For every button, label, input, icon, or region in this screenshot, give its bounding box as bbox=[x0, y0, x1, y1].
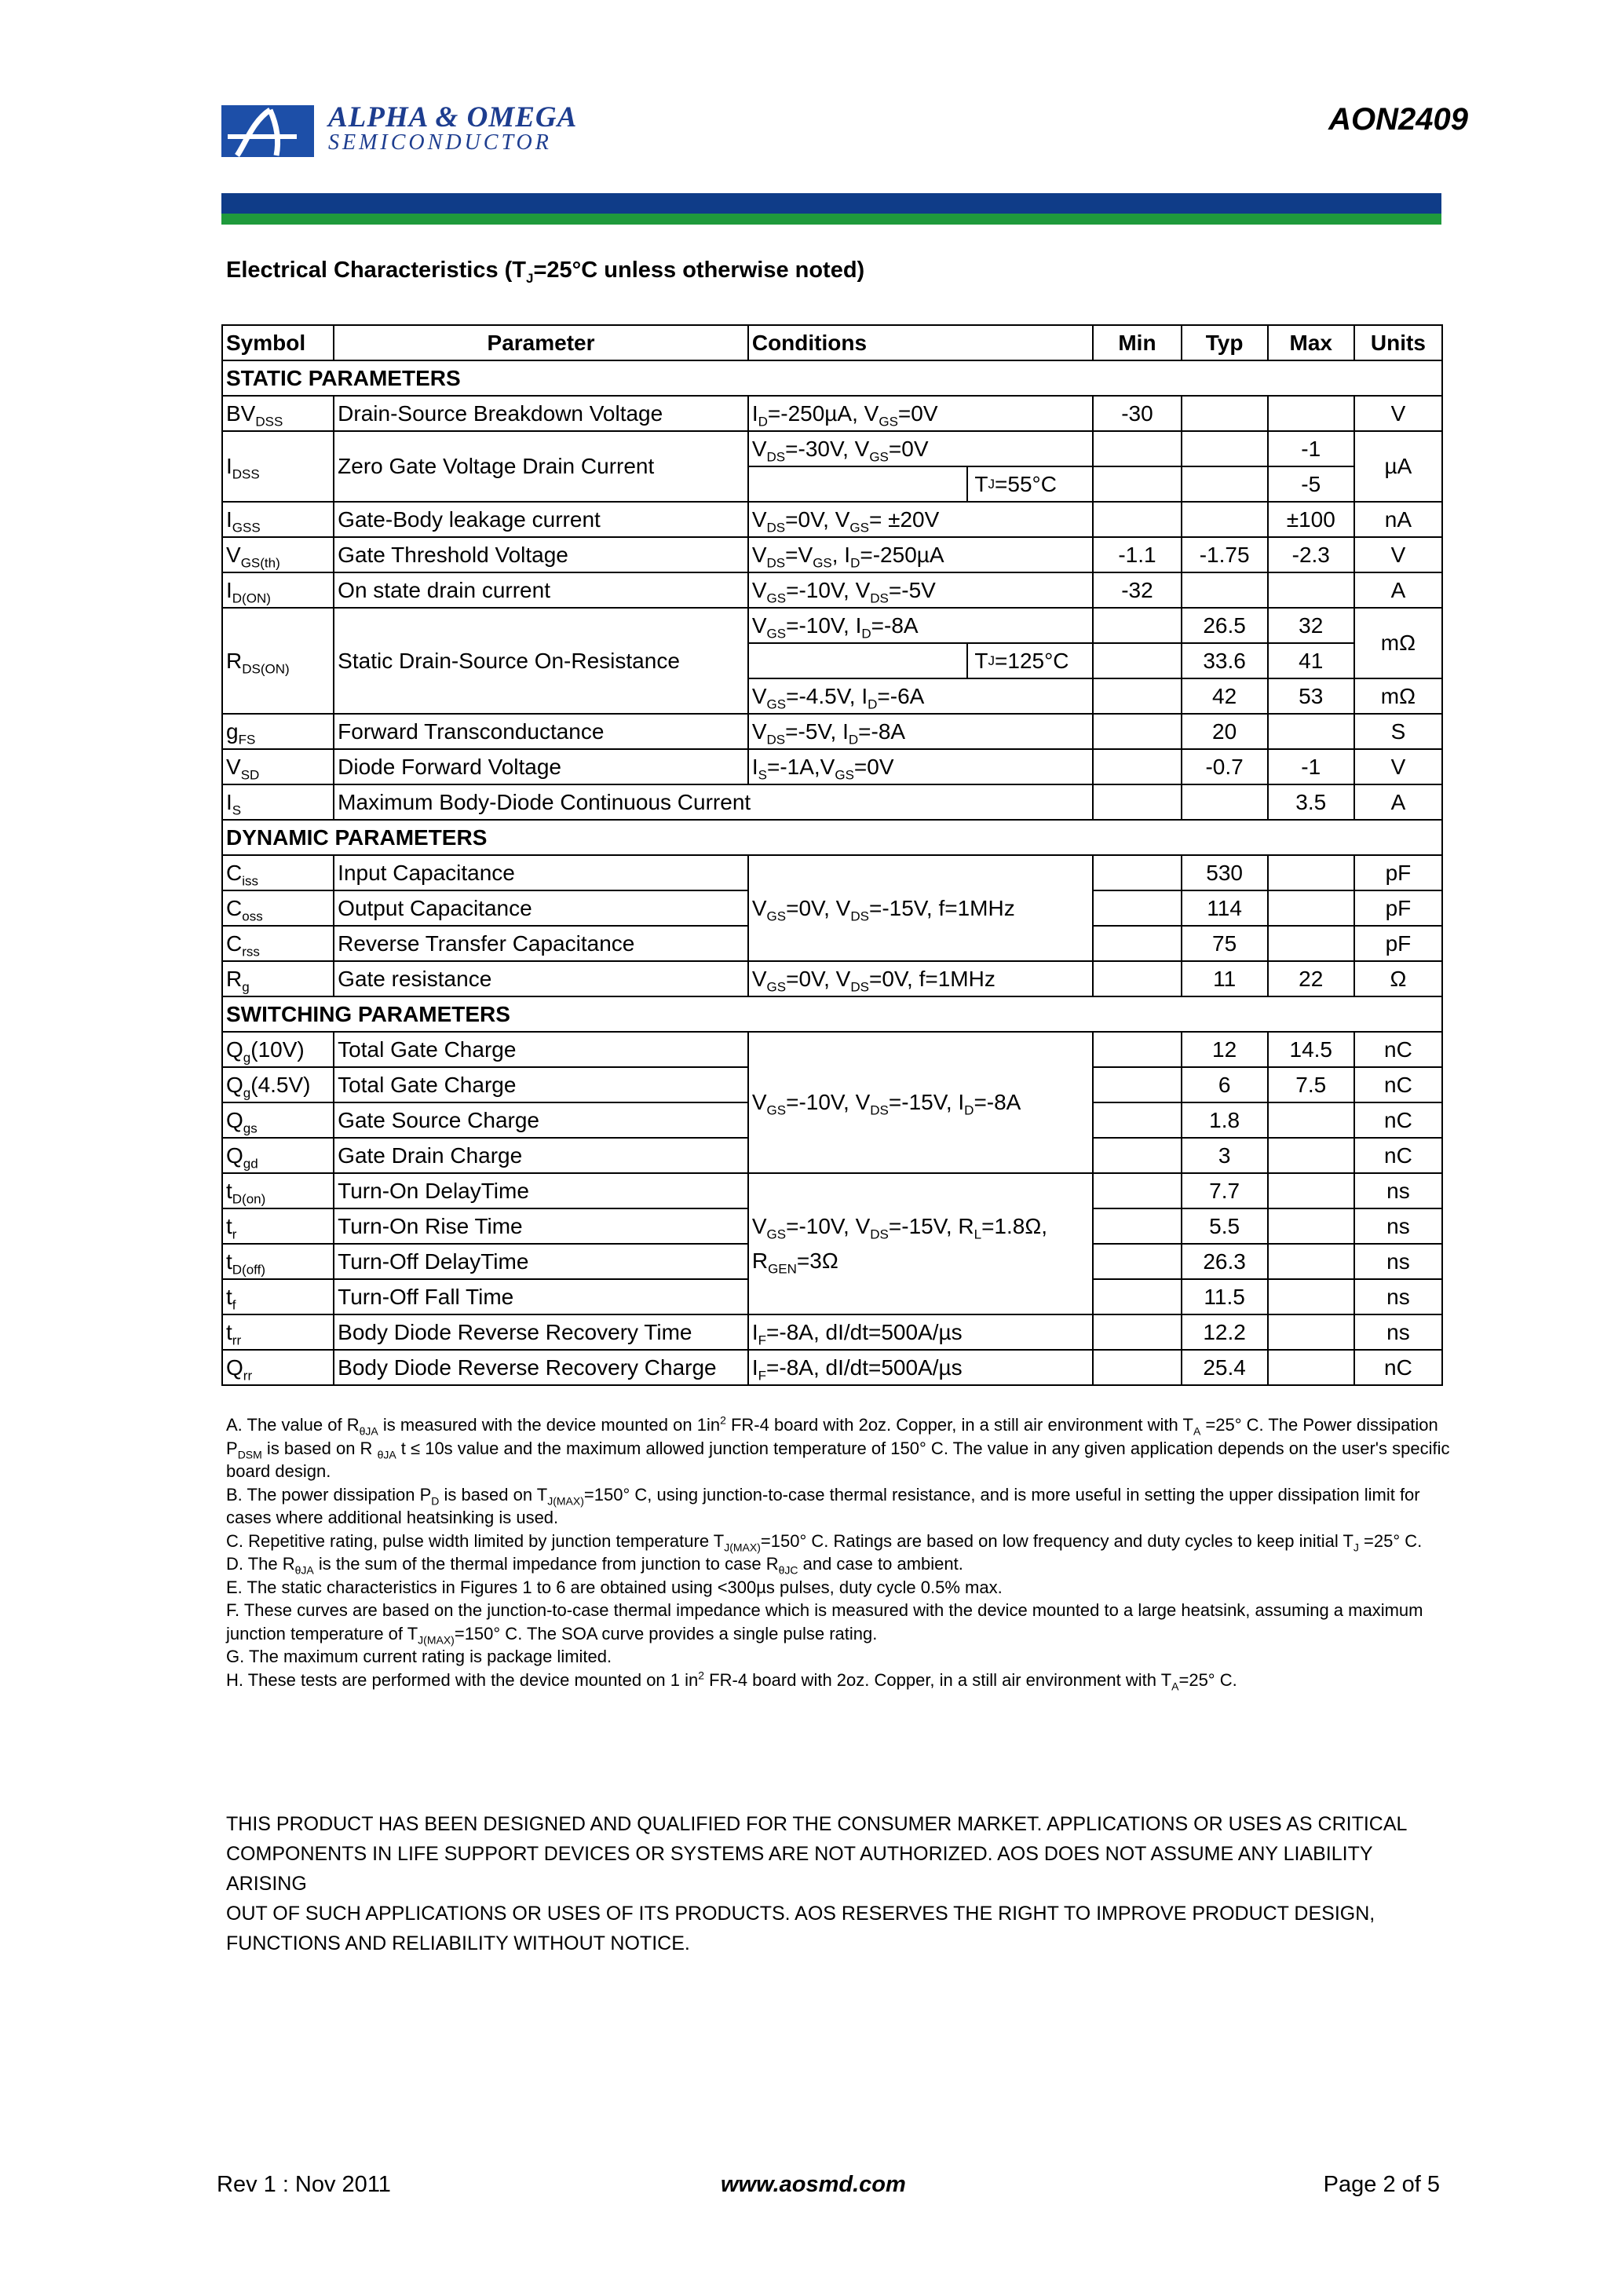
parameter-cell: Body Diode Reverse Recovery Time bbox=[334, 1314, 748, 1350]
units-cell: nC bbox=[1354, 1138, 1442, 1173]
table-row bbox=[222, 1314, 1442, 1350]
units-cell: V bbox=[1354, 537, 1442, 572]
parameter-cell: Turn-On Rise Time bbox=[334, 1208, 748, 1244]
min-cell bbox=[1093, 749, 1181, 784]
typ-cell: 6 bbox=[1182, 1067, 1268, 1102]
footer-website-link[interactable]: www.aosmd.com bbox=[721, 2172, 906, 2197]
units-cell: Ω bbox=[1354, 961, 1442, 996]
footnotes bbox=[226, 1413, 1451, 1691]
typ-cell bbox=[1182, 784, 1268, 820]
footnote: F. These curves are based on the junction-to-case thermal impedance which is measured with the device mounted to a large heatsink, assuming a maximum junction temperature of $T_{J(MAX)}=150^\circ$ C. The SOA curve provides a single pulse rating. bbox=[226, 1600, 1423, 1646]
typ-cell: 11 bbox=[1182, 961, 1268, 996]
conditions-cell: $I_F=-8A$, dI/dt=500A/µs bbox=[748, 1350, 1094, 1385]
company-logo bbox=[221, 101, 606, 179]
typ-cell: 114 bbox=[1182, 890, 1268, 926]
symbol-cell: $R_g$ bbox=[222, 961, 334, 996]
max-cell: 3.5 bbox=[1268, 784, 1354, 820]
typ-cell bbox=[1182, 431, 1268, 466]
max-cell: 22 bbox=[1268, 961, 1354, 996]
parameter-cell: Turn-Off DelayTime bbox=[334, 1244, 748, 1279]
parameter-cell: Reverse Transfer Capacitance bbox=[334, 926, 748, 961]
table-row bbox=[222, 1173, 1442, 1208]
conditions-cell: T J =55°C bbox=[748, 466, 1094, 502]
conditions-cell: T J =125°C bbox=[748, 643, 1094, 678]
electrical-characteristics-table bbox=[221, 324, 1443, 1386]
min-cell bbox=[1093, 1279, 1181, 1314]
max-cell bbox=[1268, 714, 1354, 749]
disclaimer bbox=[226, 1809, 1451, 1958]
min-cell bbox=[1093, 1032, 1181, 1067]
disclaimer-line: FUNCTIONS AND RELIABILITY WITHOUT NOTICE. bbox=[226, 1932, 690, 1954]
units-cell: nC bbox=[1354, 1032, 1442, 1067]
units-cell: S bbox=[1354, 714, 1442, 749]
max-cell bbox=[1268, 855, 1354, 890]
typ-cell: 75 bbox=[1182, 926, 1268, 961]
units-cell: ns bbox=[1354, 1173, 1442, 1208]
symbol-cell: $g_{FS}$ bbox=[222, 714, 334, 749]
disclaimer-line: THIS PRODUCT HAS BEEN DESIGNED AND QUALIFIED FOR THE CONSUMER MARKET. APPLICATIONS OR USES AS CRITICAL bbox=[226, 1813, 1408, 1835]
symbol-cell: $t_{rr}$ bbox=[222, 1314, 334, 1350]
parameter-cell: Diode Forward Voltage bbox=[334, 749, 748, 784]
min-cell bbox=[1093, 890, 1181, 926]
symbol-cell: $I_{GSS}$ bbox=[222, 502, 334, 537]
min-cell bbox=[1093, 1350, 1181, 1385]
min-cell bbox=[1093, 714, 1181, 749]
symbol-cell: $V_{GS(th)}$ bbox=[222, 537, 334, 572]
col-header: Min bbox=[1093, 325, 1181, 360]
min-cell bbox=[1093, 1314, 1181, 1350]
disclaimer-line: COMPONENTS IN LIFE SUPPORT DEVICES OR SYSTEMS ARE NOT AUTHORIZED. AOS DOES NOT ASSUME ANY LIABILITY ARISING bbox=[226, 1843, 1373, 1895]
min-cell bbox=[1093, 1208, 1181, 1244]
max-cell bbox=[1268, 1138, 1354, 1173]
symbol-cell: $Q_{rr}$ bbox=[222, 1350, 334, 1385]
typ-cell: 42 bbox=[1182, 678, 1268, 714]
footnote: H. These tests are performed with the device mounted on 1 $in^2$ FR-4 board with 2oz. Copper, in a still air environment with $T_A=25^\circ$ C. bbox=[226, 1669, 1237, 1692]
max-cell bbox=[1268, 890, 1354, 926]
symbol-cell: $t_f$ bbox=[222, 1279, 334, 1314]
units-cell: ns bbox=[1354, 1314, 1442, 1350]
parameter-cell: Gate Drain Charge bbox=[334, 1138, 748, 1173]
footnote: G. The maximum current rating is package limited. bbox=[226, 1647, 612, 1666]
parameter-cell: Gate resistance bbox=[334, 961, 748, 996]
min-cell bbox=[1093, 1067, 1181, 1102]
max-cell: 32 bbox=[1268, 608, 1354, 643]
max-cell: -1 bbox=[1268, 749, 1354, 784]
header-band-blue bbox=[221, 193, 1441, 214]
min-cell bbox=[1093, 431, 1181, 466]
typ-cell: 11.5 bbox=[1182, 1279, 1268, 1314]
max-cell bbox=[1268, 1244, 1354, 1279]
typ-cell: 1.8 bbox=[1182, 1102, 1268, 1138]
conditions-cell: $V_{GS}=-10V$, $V_{DS}=-15V$, $I_D=-8A$ bbox=[748, 1032, 1094, 1173]
min-cell bbox=[1093, 502, 1181, 537]
parameter-cell: Forward Transconductance bbox=[334, 714, 748, 749]
typ-cell: 12.2 bbox=[1182, 1314, 1268, 1350]
section-label: DYNAMIC PARAMETERS bbox=[222, 820, 1442, 855]
section-title: Electrical Characteristics ($T_J=25^\circ C$ unless otherwise noted) bbox=[226, 258, 865, 286]
symbol-cell: $I_{DSS}$ bbox=[222, 431, 334, 502]
units-cell: nC bbox=[1354, 1350, 1442, 1385]
units-cell: pF bbox=[1354, 890, 1442, 926]
units-cell: pF bbox=[1354, 855, 1442, 890]
max-cell bbox=[1268, 926, 1354, 961]
parameter-cell: Total Gate Charge bbox=[334, 1067, 748, 1102]
parameter-cell: Total Gate Charge bbox=[334, 1032, 748, 1067]
min-cell bbox=[1093, 926, 1181, 961]
units-cell: pF bbox=[1354, 926, 1442, 961]
max-cell: 14.5 bbox=[1268, 1032, 1354, 1067]
max-cell: -1 bbox=[1268, 431, 1354, 466]
col-header: Symbol bbox=[222, 325, 334, 360]
part-number: AON2409 bbox=[1328, 102, 1468, 137]
units-cell: A bbox=[1354, 572, 1442, 608]
min-cell bbox=[1093, 784, 1181, 820]
conditions-cell: $V_{GS}=-10V$, $I_D=-8A$ bbox=[748, 608, 1094, 643]
max-cell: 53 bbox=[1268, 678, 1354, 714]
table-row bbox=[222, 396, 1442, 431]
symbol-cell: $V_{SD}$ bbox=[222, 749, 334, 784]
symbol-cell: $Q_g(10V)$ bbox=[222, 1032, 334, 1067]
table-row bbox=[222, 502, 1442, 537]
footnote: C. Repetitive rating, pulse width limited by junction temperature $T_{J(MAX)}=150^\circ$ C. Ratings are based on low frequency and duty cycles to keep initial $T_J =25^\circ$ C. bbox=[226, 1530, 1423, 1553]
max-cell bbox=[1268, 1350, 1354, 1385]
min-cell bbox=[1093, 1102, 1181, 1138]
min-cell: -1.1 bbox=[1093, 537, 1181, 572]
max-cell bbox=[1268, 1314, 1354, 1350]
parameter-cell: Gate Source Charge bbox=[334, 1102, 748, 1138]
units-cell: nC bbox=[1354, 1067, 1442, 1102]
typ-cell: 26.3 bbox=[1182, 1244, 1268, 1279]
symbol-cell: $C_{iss}$ bbox=[222, 855, 334, 890]
units-cell: µA bbox=[1354, 431, 1442, 502]
parameter-cell: Turn-On DelayTime bbox=[334, 1173, 748, 1208]
units-cell: mΩ bbox=[1354, 608, 1442, 678]
max-cell bbox=[1268, 1102, 1354, 1138]
typ-cell: 33.6 bbox=[1182, 643, 1268, 678]
parameter-cell: Drain-Source Breakdown Voltage bbox=[334, 396, 748, 431]
min-cell bbox=[1093, 1244, 1181, 1279]
max-cell: 7.5 bbox=[1268, 1067, 1354, 1102]
units-cell: V bbox=[1354, 396, 1442, 431]
conditions-cell: $I_F=-8A$, dI/dt=500A/µs bbox=[748, 1314, 1094, 1350]
table-header-row bbox=[222, 325, 1442, 360]
parameter-cell: On state drain current bbox=[334, 572, 748, 608]
max-cell: 41 bbox=[1268, 643, 1354, 678]
table-row bbox=[222, 1350, 1442, 1385]
max-cell bbox=[1268, 396, 1354, 431]
symbol-cell: $C_{oss}$ bbox=[222, 890, 334, 926]
col-header: Typ bbox=[1182, 325, 1268, 360]
parameter-cell: Output Capacitance bbox=[334, 890, 748, 926]
symbol-cell: $Q_g(4.5V)$ bbox=[222, 1067, 334, 1102]
parameter-cell: Zero Gate Voltage Drain Current bbox=[334, 431, 748, 502]
symbol-cell: $Q_{gd}$ bbox=[222, 1138, 334, 1173]
conditions-cell: $V_{GS}=-10V$, $V_{DS}=-15V$, $R_L=1.8\Omega$, $R_{GEN}=3\Omega$ bbox=[748, 1173, 1094, 1314]
max-cell: -5 bbox=[1268, 466, 1354, 502]
min-cell bbox=[1093, 1173, 1181, 1208]
min-cell bbox=[1093, 855, 1181, 890]
typ-cell bbox=[1182, 572, 1268, 608]
symbol-cell: $t_{D(off)}$ bbox=[222, 1244, 334, 1279]
footnote: A. The value of $R_{\theta JA}$ is measured with the device mounted on $1in^2$ FR-4 board with 2oz. Copper, in a still air environment with $T_A =25^\circ$ C. The Power dissipation $P_{DSM}$ is based on R $_{\theta JA}$ t ≤ 10s value and the maximum allowed junction temperature of 150° C. The value in any given application depends on the user's specific board design. bbox=[226, 1413, 1450, 1481]
table-row bbox=[222, 1032, 1442, 1067]
section-row bbox=[222, 820, 1442, 855]
table-row bbox=[222, 537, 1442, 572]
parameter-cell: Static Drain-Source On-Resistance bbox=[334, 608, 748, 714]
symbol-cell: $t_{D(on)}$ bbox=[222, 1173, 334, 1208]
col-header: Max bbox=[1268, 325, 1354, 360]
table-row bbox=[222, 784, 1442, 820]
units-cell: V bbox=[1354, 749, 1442, 784]
typ-cell: 12 bbox=[1182, 1032, 1268, 1067]
typ-cell: 25.4 bbox=[1182, 1350, 1268, 1385]
section-label: STATIC PARAMETERS bbox=[222, 360, 1442, 396]
conditions-cell: $V_{DS}=V_{GS}$, $I_D=-250\mu A$ bbox=[748, 537, 1094, 572]
min-cell bbox=[1093, 1138, 1181, 1173]
table-row bbox=[222, 714, 1442, 749]
min-cell: -30 bbox=[1093, 396, 1181, 431]
table-row bbox=[222, 431, 1442, 466]
col-header: Units bbox=[1354, 325, 1442, 360]
conditions-cell: $V_{GS}=0V$, $V_{DS}=-15V$, f=1MHz bbox=[748, 855, 1094, 961]
table-row bbox=[222, 572, 1442, 608]
conditions-cell: $I_S=-1A,V_{GS}=0V$ bbox=[748, 749, 1094, 784]
company-tagline: SEMICONDUCTOR bbox=[328, 130, 552, 155]
parameter-cell: Turn-Off Fall Time bbox=[334, 1279, 748, 1314]
min-cell bbox=[1093, 961, 1181, 996]
parameter-cell: Gate Threshold Voltage bbox=[334, 537, 748, 572]
header-band-green bbox=[221, 214, 1441, 225]
footnote: B. The power dissipation $P_D$ is based on $T_{J(MAX)}=150^\circ$ C, using junction-to-case thermal resistance, and is more useful in setting the upper dissipation limit for cases where additional heatsinking is used. bbox=[226, 1484, 1420, 1527]
parameter-cell: Body Diode Reverse Recovery Charge bbox=[334, 1350, 748, 1385]
symbol-cell: $C_{rss}$ bbox=[222, 926, 334, 961]
footer-revision: Rev 1 : Nov 2011 bbox=[217, 2172, 391, 2197]
units-cell: ns bbox=[1354, 1208, 1442, 1244]
conditions-cell: $V_{GS}=0V$, $V_{DS}=0V$, f=1MHz bbox=[748, 961, 1094, 996]
table-row bbox=[222, 855, 1442, 890]
symbol-cell: $t_r$ bbox=[222, 1208, 334, 1244]
symbol-cell: $I_S$ bbox=[222, 784, 334, 820]
section-row bbox=[222, 360, 1442, 396]
conditions-cell: $V_{DS}=0V$, $V_{GS}= \pm 20V$ bbox=[748, 502, 1094, 537]
typ-cell: 5.5 bbox=[1182, 1208, 1268, 1244]
typ-cell bbox=[1182, 466, 1268, 502]
max-cell: -2.3 bbox=[1268, 537, 1354, 572]
table-row bbox=[222, 608, 1442, 643]
footer-page-number: Page 2 of 5 bbox=[1323, 2172, 1440, 2197]
typ-cell: 530 bbox=[1182, 855, 1268, 890]
min-cell: -32 bbox=[1093, 572, 1181, 608]
max-cell bbox=[1268, 1279, 1354, 1314]
max-cell bbox=[1268, 1173, 1354, 1208]
typ-cell: -0.7 bbox=[1182, 749, 1268, 784]
footnote: D. The $R_{\theta JA}$ is the sum of the thermal impedance from junction to case $R_{\theta JC}$ and case to ambient. bbox=[226, 1554, 963, 1577]
conditions-cell: $V_{GS}=-4.5V$, $I_D=-6A$ bbox=[748, 678, 1094, 714]
symbol-cell: $R_{DS(ON)}$ bbox=[222, 608, 334, 714]
section-row bbox=[222, 996, 1442, 1032]
conditions-cell: $I_D=-250\mu A$, $V_{GS}=0V$ bbox=[748, 396, 1094, 431]
min-cell bbox=[1093, 643, 1181, 678]
symbol-cell: $I_{D(ON)}$ bbox=[222, 572, 334, 608]
table-row bbox=[222, 749, 1442, 784]
col-header: Parameter bbox=[334, 325, 748, 360]
table-row bbox=[222, 961, 1442, 996]
min-cell bbox=[1093, 678, 1181, 714]
typ-cell: 7.7 bbox=[1182, 1173, 1268, 1208]
typ-cell: -1.75 bbox=[1182, 537, 1268, 572]
disclaimer-line: OUT OF SUCH APPLICATIONS OR USES OF ITS PRODUCTS. AOS RESERVES THE RIGHT TO IMPROVE PRODUCT DESIGN, bbox=[226, 1903, 1375, 1925]
max-cell bbox=[1268, 572, 1354, 608]
conditions-cell: $V_{DS}=-30V$, $V_{GS}=0V$ bbox=[748, 431, 1094, 466]
typ-cell: 26.5 bbox=[1182, 608, 1268, 643]
max-cell: ±100 bbox=[1268, 502, 1354, 537]
col-header: Conditions bbox=[748, 325, 1094, 360]
symbol-cell: $Q_{gs}$ bbox=[222, 1102, 334, 1138]
typ-cell bbox=[1182, 396, 1268, 431]
max-cell bbox=[1268, 1208, 1354, 1244]
units-cell: nC bbox=[1354, 1102, 1442, 1138]
section-label: SWITCHING PARAMETERS bbox=[222, 996, 1442, 1032]
footnote: E. The static characteristics in Figures 1 to 6 are obtained using <300µs pulses, duty cycle 0.5% max. bbox=[226, 1577, 1003, 1597]
units-cell: mΩ bbox=[1354, 678, 1442, 714]
typ-cell bbox=[1182, 502, 1268, 537]
symbol-cell: $BV_{DSS}$ bbox=[222, 396, 334, 431]
units-cell: ns bbox=[1354, 1244, 1442, 1279]
company-name: ALPHA & OMEGA bbox=[328, 101, 578, 133]
typ-cell: 20 bbox=[1182, 714, 1268, 749]
parameter-cell: Maximum Body-Diode Continuous Current bbox=[334, 784, 1093, 820]
units-cell: ns bbox=[1354, 1279, 1442, 1314]
units-cell: nA bbox=[1354, 502, 1442, 537]
conditions-cell: $V_{DS}=-5V$, $I_D=-8A$ bbox=[748, 714, 1094, 749]
min-cell bbox=[1093, 608, 1181, 643]
parameter-cell: Gate-Body leakage current bbox=[334, 502, 748, 537]
conditions-cell: $V_{GS}=-10V$, $V_{DS}=-5V$ bbox=[748, 572, 1094, 608]
units-cell: A bbox=[1354, 784, 1442, 820]
min-cell bbox=[1093, 466, 1181, 502]
parameter-cell: Input Capacitance bbox=[334, 855, 748, 890]
aos-logo-icon bbox=[221, 105, 314, 157]
typ-cell: 3 bbox=[1182, 1138, 1268, 1173]
